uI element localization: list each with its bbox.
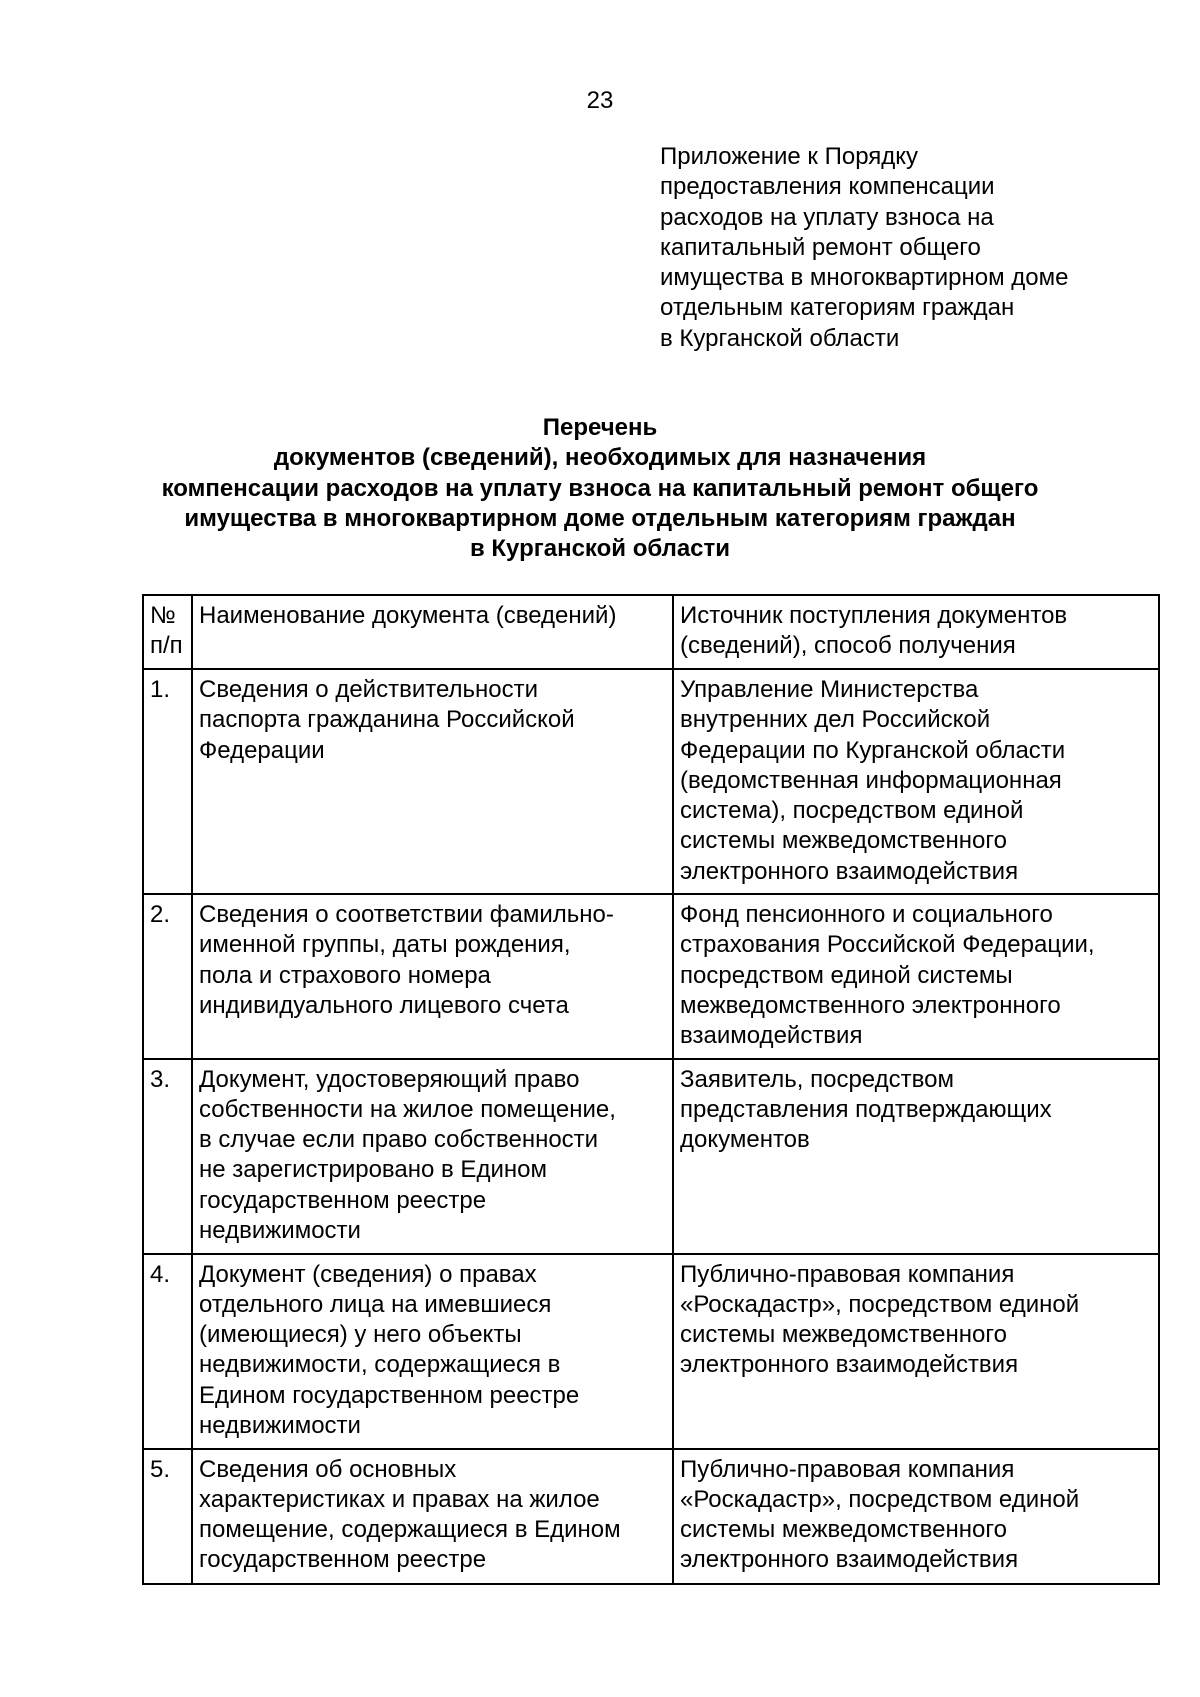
title-line: Перечень xyxy=(542,414,658,441)
header-text: № xyxy=(150,602,176,629)
row-num-cell xyxy=(143,1449,192,1584)
header-text: (сведений), способ получения xyxy=(680,632,1016,660)
table-row xyxy=(143,1449,1159,1584)
appendix-line: капитальный ремонт общего xyxy=(660,233,981,261)
cell-text: пола и страхового номера xyxy=(199,961,491,989)
cell-text: недвижимости xyxy=(199,1412,361,1440)
cell-text: Сведения об основных xyxy=(199,1455,457,1483)
cell-text: Сведения о действительности xyxy=(199,676,539,703)
row-number: 3. xyxy=(150,1065,171,1093)
header-text: Источник поступления документов xyxy=(680,602,1068,629)
cell-text: межведомственного электронного xyxy=(680,991,1061,1019)
row-name-cell xyxy=(192,669,673,894)
cell-text: посредством единой системы xyxy=(680,961,1013,989)
row-source-cell xyxy=(673,1449,1159,1584)
cell-text: в случае если право собственности xyxy=(199,1126,599,1154)
cell-text: (ведомственная информационная xyxy=(680,766,1062,794)
cell-text: электронного взаимодействия xyxy=(680,857,1019,885)
cell-text: системы межведомственного xyxy=(680,1516,1007,1544)
cell-text: помещение, содержащиеся в Едином xyxy=(199,1516,621,1544)
cell-text: паспорта гражданина Российской xyxy=(199,706,575,734)
row-number: 2. xyxy=(150,901,171,929)
cell-text: именной группы, даты рождения, xyxy=(199,931,571,959)
cell-text: собственности на жилое помещение, xyxy=(199,1095,616,1123)
cell-text: Документ, удостоверяющий право xyxy=(199,1065,580,1093)
cell-text: взаимодействия xyxy=(680,1022,863,1050)
row-number: 4. xyxy=(150,1260,171,1288)
cell-text: Публично-правовая компания xyxy=(680,1455,1015,1483)
appendix-line: Приложение к Порядку xyxy=(660,143,919,170)
cell-text: Едином государственном реестре xyxy=(199,1381,580,1409)
table-row xyxy=(143,1059,1159,1254)
appendix-note xyxy=(660,142,1140,354)
appendix-line: предоставления компенсации xyxy=(660,173,995,201)
title-line: имущества в многоквартирном доме отдельным категориям граждан xyxy=(184,504,1016,532)
row-source-cell xyxy=(673,894,1159,1058)
appendix-line: расходов на уплату взноса на xyxy=(660,203,994,231)
cell-text: электронного взаимодействия xyxy=(680,1546,1019,1574)
cell-text: недвижимости, содержащиеся в xyxy=(199,1351,561,1379)
title-line: компенсации расходов на уплату взноса на капитальный ремонт общего xyxy=(161,474,1039,502)
cell-text: не зарегистрировано в Едином xyxy=(199,1156,547,1184)
page-number: 23 xyxy=(586,87,614,114)
title-line: в Курганской области xyxy=(469,535,731,563)
row-name-cell xyxy=(192,894,673,1058)
cell-text: государственном реестре xyxy=(199,1186,487,1214)
cell-text: «Роскадастр», посредством единой xyxy=(680,1485,1080,1513)
cell-text: государственном реестре xyxy=(199,1546,487,1574)
row-source-cell xyxy=(673,669,1159,894)
cell-text: (имеющиеся) у него объекты xyxy=(199,1321,522,1349)
appendix-line: отдельным категориям граждан xyxy=(660,294,1015,322)
cell-text: характеристиках и правах на жилое xyxy=(199,1485,600,1513)
cell-text: Фонд пенсионного и социального xyxy=(680,901,1053,929)
row-name-cell xyxy=(192,1059,673,1254)
cell-text: системы межведомственного xyxy=(680,1321,1007,1349)
row-source-cell xyxy=(673,1254,1159,1449)
row-num-cell xyxy=(143,894,192,1058)
cell-text: представления подтверждающих xyxy=(680,1095,1052,1123)
cell-text: страхования Российской Федерации, xyxy=(680,931,1095,959)
cell-text: отдельного лица на имевшиеся xyxy=(199,1290,552,1318)
cell-text: Сведения о соответствии фамильно- xyxy=(199,901,614,929)
row-name-cell xyxy=(192,1449,673,1584)
cell-text: система), посредством единой xyxy=(680,797,1024,825)
cell-text: Публично-правовая компания xyxy=(680,1260,1015,1288)
table-header-row xyxy=(143,595,1159,669)
title-line: документов (сведений), необходимых для назначения xyxy=(273,444,927,472)
row-num-cell xyxy=(143,1059,192,1254)
row-number: 5. xyxy=(150,1455,171,1483)
header-source-cell xyxy=(673,595,1159,669)
row-name-cell xyxy=(192,1254,673,1449)
cell-text: Управление Министерства xyxy=(680,676,979,703)
header-name-cell xyxy=(192,595,673,669)
cell-text: «Роскадастр», посредством единой xyxy=(680,1290,1080,1318)
document-title xyxy=(100,413,1100,564)
header-num-cell xyxy=(143,595,192,669)
header-text: Наименование документа (сведений) xyxy=(199,602,617,629)
cell-text: системы межведомственного xyxy=(680,827,1007,855)
appendix-line: имущества в многоквартирном доме xyxy=(660,264,1069,292)
table-row xyxy=(143,894,1159,1058)
header-text: п/п xyxy=(150,632,183,660)
cell-text: Заявитель, посредством xyxy=(680,1065,954,1093)
cell-text: внутренних дел Российской xyxy=(680,706,991,734)
row-num-cell xyxy=(143,1254,192,1449)
cell-text: Федерации xyxy=(199,736,325,764)
cell-text: индивидуального лицевого счета xyxy=(199,991,569,1019)
cell-text: Документ (сведения) о правах xyxy=(199,1260,537,1288)
cell-text: документов xyxy=(680,1126,810,1154)
table-row xyxy=(143,1254,1159,1449)
row-num-cell xyxy=(143,669,192,894)
table-row xyxy=(143,669,1159,894)
cell-text: электронного взаимодействия xyxy=(680,1351,1019,1379)
row-number: 1. xyxy=(150,676,171,703)
cell-text: недвижимости xyxy=(199,1217,361,1245)
cell-text: Федерации по Курганской области xyxy=(680,736,1066,764)
documents-table xyxy=(142,594,1160,1585)
row-source-cell xyxy=(673,1059,1159,1254)
appendix-line: в Курганской области xyxy=(660,324,900,352)
